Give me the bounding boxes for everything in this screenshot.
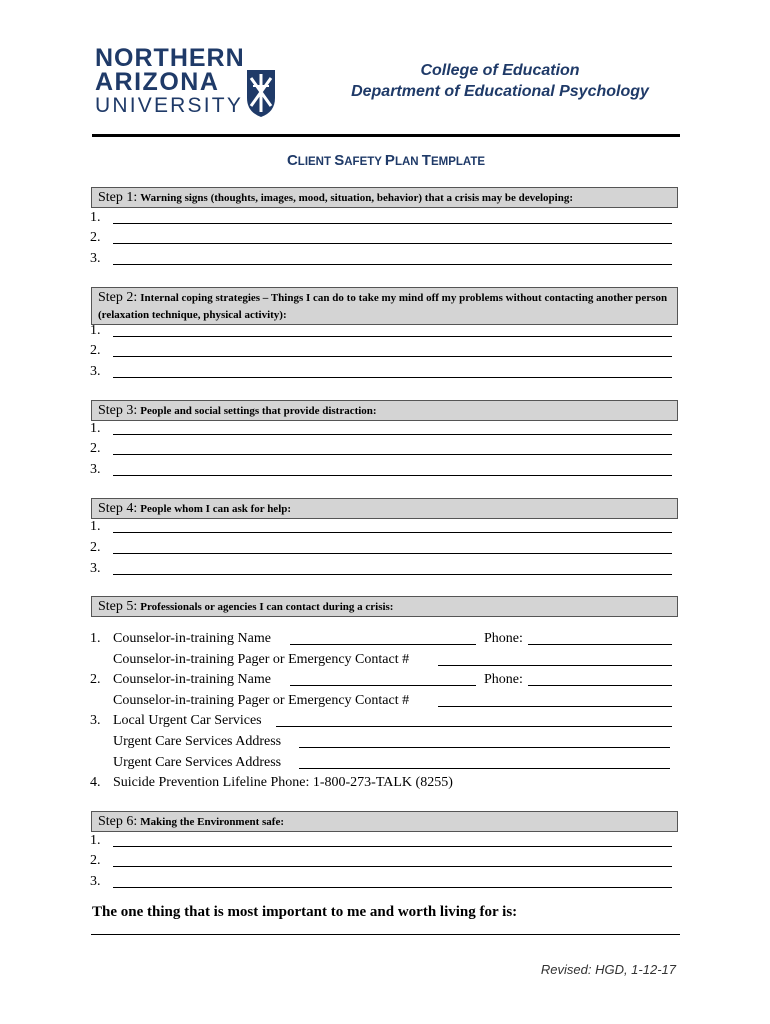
step-1-header: [91, 187, 678, 208]
step-3-line-3[interactable]: 3.: [90, 460, 680, 479]
logo-line-university: UNIVERSITY: [95, 94, 244, 117]
step-3-line-1[interactable]: 1.: [90, 419, 680, 438]
step-4-line-2[interactable]: 2.: [90, 538, 680, 557]
urgent-services-field[interactable]: [276, 726, 672, 727]
step-description: People and social settings that provide distraction:: [140, 405, 377, 417]
step-label: Step 5:: [98, 599, 138, 614]
counselor-name-field[interactable]: [290, 644, 476, 645]
college-name: College of Education: [420, 62, 580, 79]
contact-counselor-1: 1. Counselor-in-training Name Phone:: [90, 629, 680, 649]
step-description: Professionals or agencies I can contact during a crisis:: [140, 601, 394, 613]
step-4-line-1[interactable]: 1.: [90, 517, 680, 536]
pager-field[interactable]: [438, 665, 672, 666]
step-description: Internal coping strategies – Things I can do to take my mind off my problems without contacting another person (relaxation technique, physical activity):: [98, 292, 668, 321]
step-4-line-3[interactable]: 3.: [90, 559, 680, 578]
pager-label: Counselor-in-training Pager or Emergency Contact #: [113, 652, 410, 667]
counselor-name-label: Counselor-in-training Name: [113, 631, 271, 646]
nau-logo: [95, 44, 285, 120]
step-6-header: [91, 811, 678, 832]
page-title: CLIENT SAFETY PLAN TEMPLATE: [286, 152, 486, 169]
step-description: Making the Environment safe:: [140, 816, 284, 828]
step-2-line-2[interactable]: 2.: [90, 341, 680, 360]
phone-field[interactable]: [528, 685, 672, 686]
step-description: People whom I can ask for help:: [140, 503, 292, 515]
step-2-header: [91, 287, 678, 325]
header-divider: [92, 134, 680, 137]
step-6-line-2[interactable]: 2.: [90, 851, 680, 870]
logo-line-arizona: ARIZONA: [95, 68, 220, 96]
phone-label: Phone:: [484, 672, 523, 687]
revision-note: Revised: HGD, 1-12-17: [540, 962, 676, 977]
step-6-line-3[interactable]: 3.: [90, 872, 680, 891]
department-name: Department of Educational Psychology: [351, 83, 649, 100]
step-4-header: [91, 498, 678, 519]
step-1-line-1[interactable]: 1.: [90, 208, 680, 227]
urgent-address-field[interactable]: [299, 768, 670, 769]
logo-line-northern: NORTHERN: [95, 44, 245, 72]
contact-urgent-address-1: [90, 732, 680, 752]
step-1-line-2[interactable]: 2.: [90, 228, 680, 247]
contact-urgent-address-2: [90, 753, 680, 773]
closing-prompt: The one thing that is most important to me and worth living for is:: [92, 904, 518, 920]
counselor-name-label: Counselor-in-training Name: [113, 672, 271, 687]
step-1-line-3[interactable]: 3.: [90, 249, 680, 268]
step-5-header: [91, 596, 678, 617]
nau-shield-icon: [245, 68, 277, 118]
step-label: Step 3:: [98, 403, 138, 418]
phone-label: Phone:: [484, 631, 523, 646]
contact-pager-1: [90, 650, 680, 670]
step-label: Step 4:: [98, 501, 138, 516]
contact-urgent-services: 3. Local Urgent Car Services: [90, 711, 680, 731]
contact-lifeline: 4. Suicide Prevention Lifeline Phone: 1-800-273-TALK (8255): [90, 773, 680, 793]
contact-pager-2: [90, 691, 680, 711]
step-label: Step 1:: [98, 190, 138, 205]
pager-label: Counselor-in-training Pager or Emergency Contact #: [113, 693, 410, 708]
step-6-line-1[interactable]: 1.: [90, 831, 680, 850]
pager-field[interactable]: [438, 706, 672, 707]
lifeline-text: Suicide Prevention Lifeline Phone: 1-800-273-TALK (8255): [113, 775, 453, 790]
contact-counselor-2: 2. Counselor-in-training Name Phone:: [90, 670, 680, 690]
step-label: Step 6:: [98, 814, 138, 829]
step-2-line-3[interactable]: 3.: [90, 362, 680, 381]
step-3-line-2[interactable]: 2.: [90, 439, 680, 458]
step-label: Step 2:: [98, 290, 138, 305]
counselor-name-field[interactable]: [290, 685, 476, 686]
urgent-address-label: Urgent Care Services Address: [113, 734, 282, 749]
urgent-address-field[interactable]: [299, 747, 670, 748]
urgent-services-label: Local Urgent Car Services: [113, 713, 262, 728]
urgent-address-label: Urgent Care Services Address: [113, 755, 282, 770]
closing-answer-line[interactable]: [91, 934, 680, 935]
step-3-header: [91, 400, 678, 421]
step-description: Warning signs (thoughts, images, mood, situation, behavior) that a crisis may be developing:: [140, 192, 573, 204]
step-2-line-1[interactable]: 1.: [90, 321, 680, 340]
phone-field[interactable]: [528, 644, 672, 645]
